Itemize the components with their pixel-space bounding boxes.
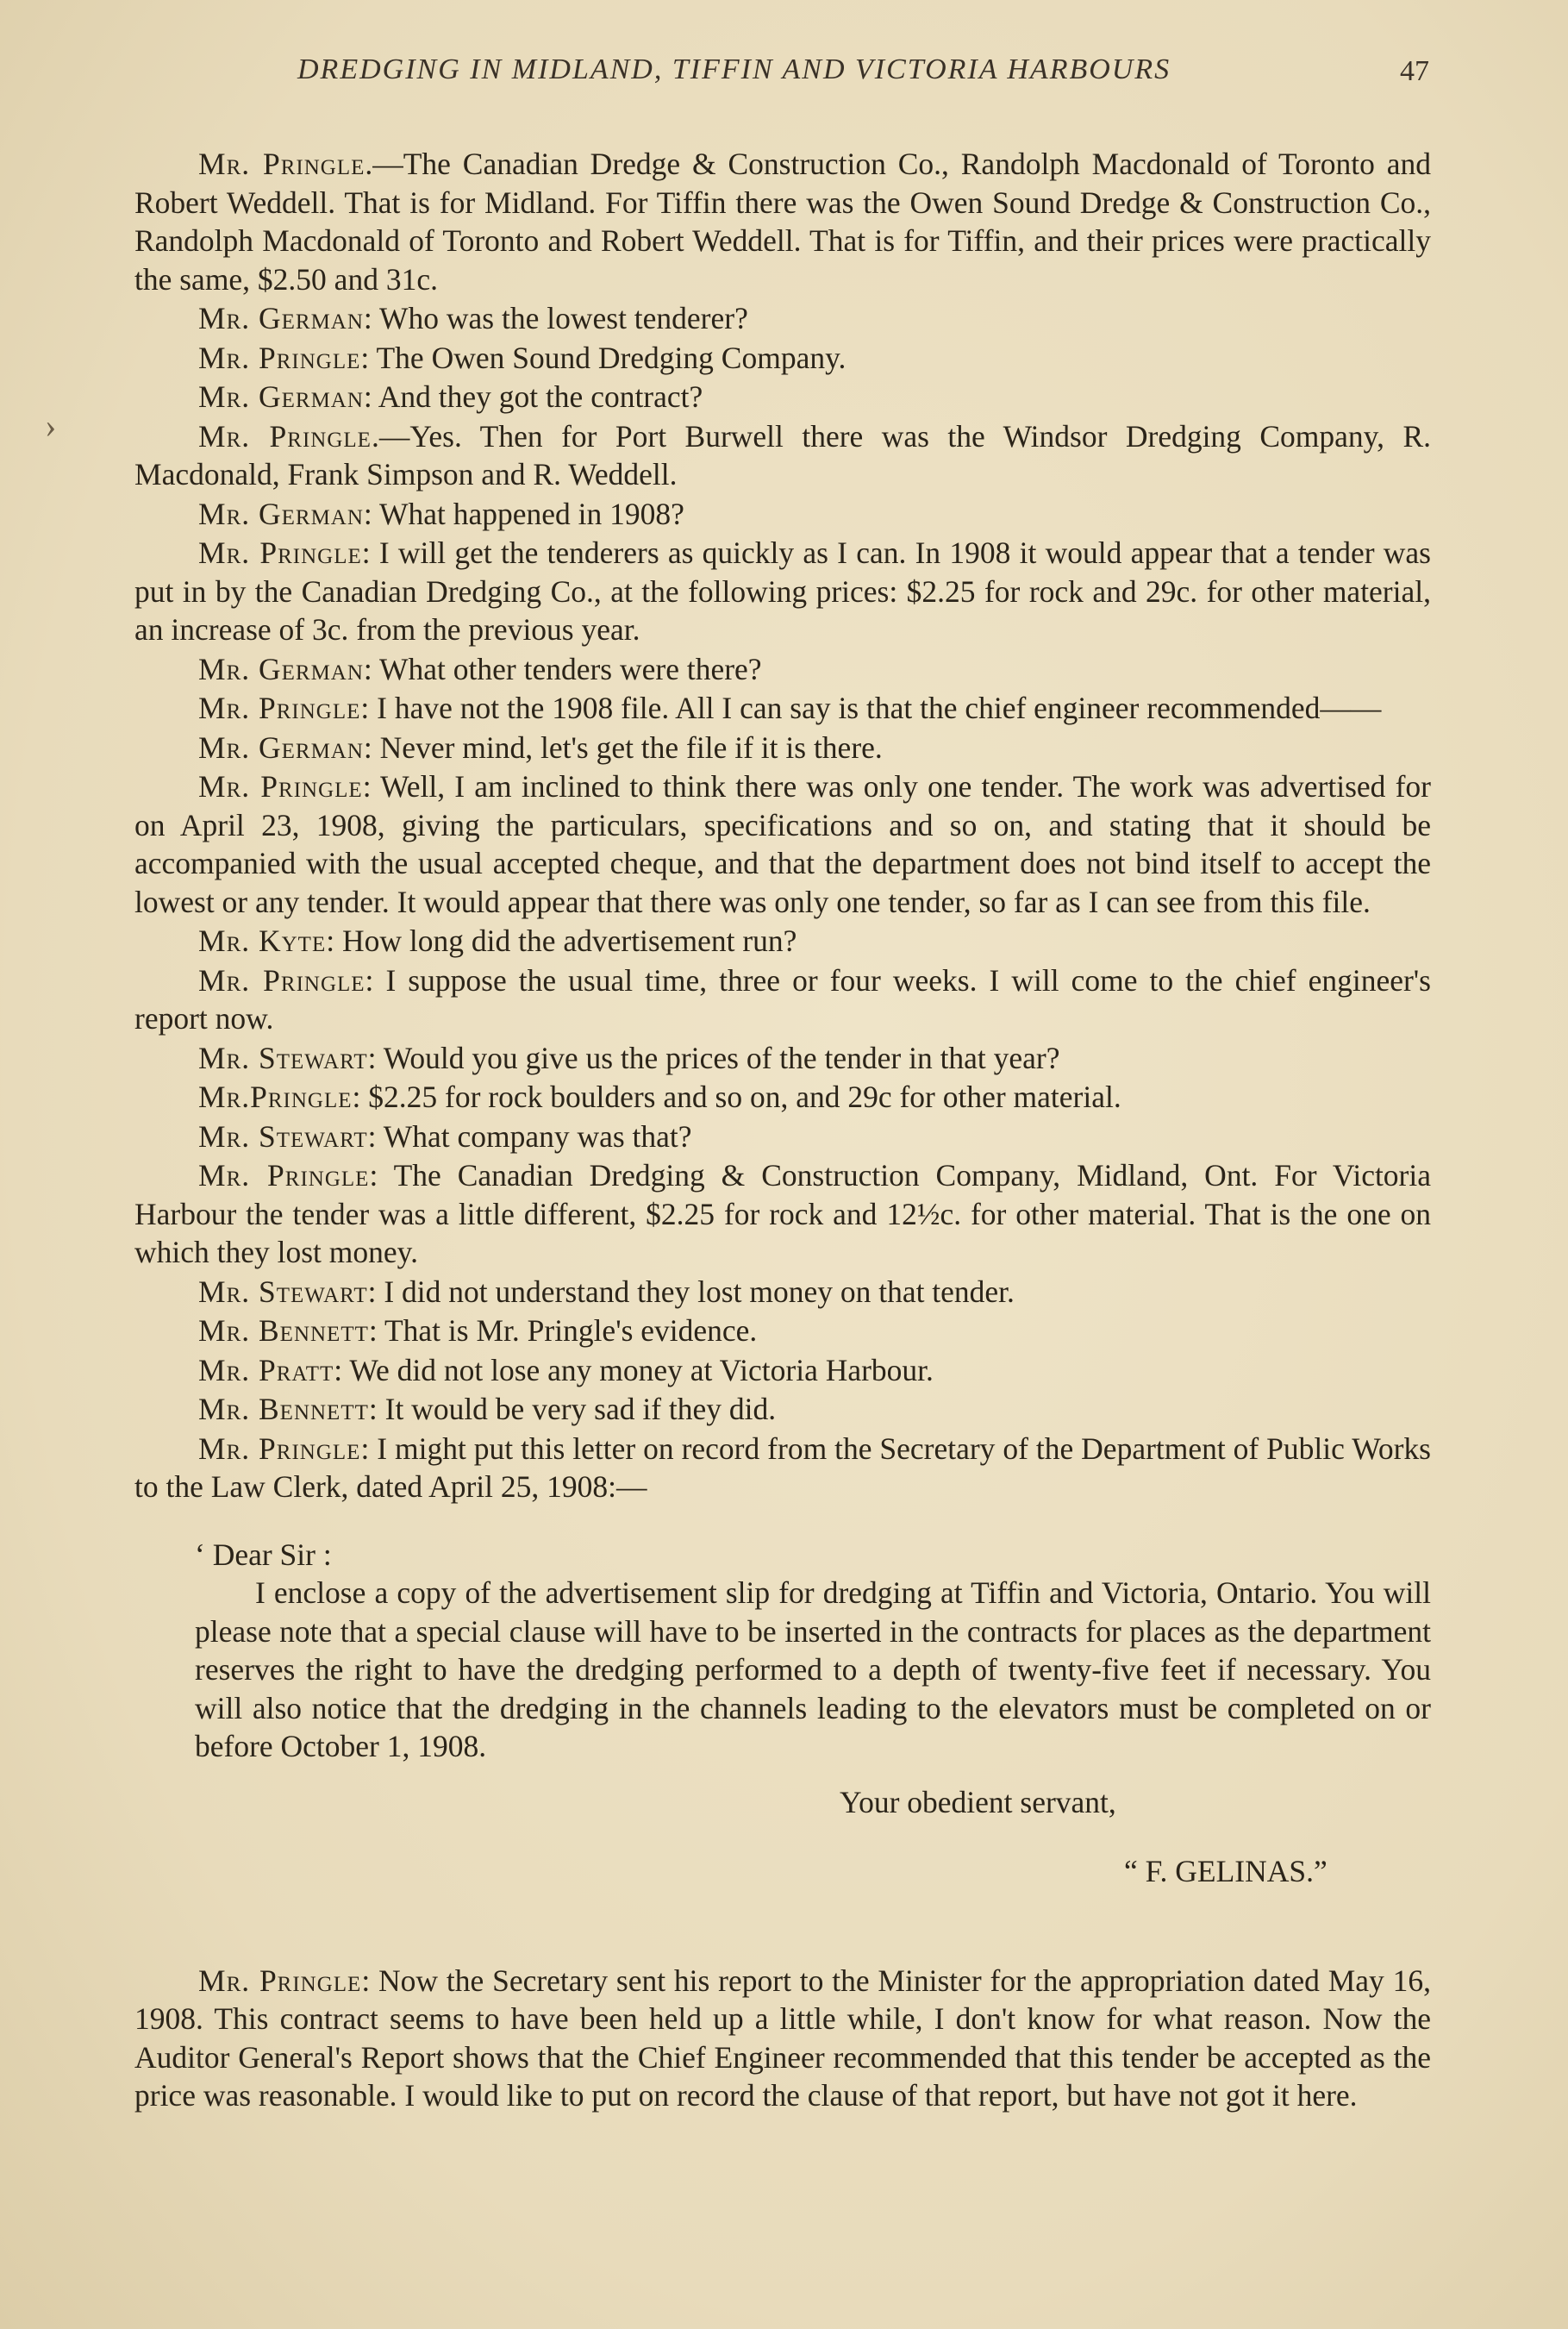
speaker-name: Mr. German — [198, 301, 364, 335]
margin-pencil-mark: › — [45, 406, 57, 445]
speaker-name: Mr. German — [198, 729, 364, 765]
speaker-separator: : — [368, 1392, 385, 1426]
dialogue-paragraph — [134, 378, 1431, 416]
speaker-name: Mr. German — [198, 379, 364, 414]
paragraph-text: What other tenders were there? — [379, 651, 762, 686]
dialogue-paragraph — [134, 961, 1431, 1038]
speaker-name: Mr. Stewart — [198, 1040, 368, 1075]
speaker-name: Mr.Pringle — [198, 1080, 353, 1114]
dialogue-paragraph — [134, 1156, 1431, 1272]
speaker-separator: : — [360, 340, 377, 375]
speaker-name: Mr. Pringle — [198, 962, 365, 998]
paragraph-text: Who was the lowest tenderer? — [379, 301, 748, 335]
speaker-separator: : — [360, 691, 378, 725]
speaker-separator: : — [363, 379, 378, 414]
dialogue-paragraph — [134, 1039, 1431, 1078]
speaker-separator: : — [363, 301, 380, 335]
paragraph-text: $2.25 for rock boulders and so on, and 29c for other material. — [368, 1080, 1121, 1114]
speaker-name: Mr. Bennett — [198, 1392, 369, 1426]
letter-salutation: ‘ Dear Sir : — [195, 1537, 332, 1572]
speaker-name: Mr. German — [198, 496, 364, 531]
speaker-name: Mr. Pringle — [198, 340, 361, 375]
speaker-name: Mr. Stewart — [198, 1118, 368, 1154]
paragraph-text: I suppose the usual time, three or four weeks. I will come to the chief engineer's report now. — [134, 962, 1431, 1036]
speaker-separator: : — [368, 1313, 384, 1348]
dialogue-paragraph — [134, 1430, 1431, 1506]
dialogue-paragraph — [134, 729, 1431, 767]
paragraph-text: Well, I am inclined to think there was only one tender. The work was advertised for on April 23, 1908, giving the particulars, specifications and so on, and stating that it should be accompanied with the usual accepted cheque, and that the department does not bind itself to accept the lowest or any tender. It would appear that there was only one tender, so far as I can see from this file. — [134, 769, 1431, 919]
dialogue-paragraph — [134, 534, 1431, 649]
paragraph-text: Yes. Then for Port Burwell there was the Windsor Dredging Company, R. Macdonald, Frank Simpson and R. Weddell. — [134, 418, 1431, 491]
speaker-name: Mr. Stewart — [198, 1274, 368, 1309]
dialogue-paragraph — [134, 1312, 1431, 1350]
dialogue-paragraph — [134, 1351, 1431, 1390]
dialogue-paragraph — [134, 299, 1431, 338]
paragraph-text: The Canadian Dredging & Construction Company, Midland, Ont. For Victoria Harbour the tender was a little different, $2.25 for rock and 12½c. for other material. That is the one on which they lost money. — [134, 1158, 1432, 1269]
dialogue-paragraph — [134, 495, 1431, 534]
speaker-separator: : — [334, 1352, 350, 1387]
speaker-name: Mr. German — [198, 651, 364, 686]
dialogue-paragraphs — [134, 145, 1431, 1506]
paragraph-text: The Owen Sound Dredging Company. — [376, 340, 846, 375]
speaker-separator: : — [369, 1158, 394, 1193]
page-number: 47 — [1400, 55, 1429, 87]
dialogue-paragraph — [134, 689, 1431, 728]
speaker-separator: : — [365, 962, 386, 998]
paragraph-text: I did not understand they lost money on that tender. — [384, 1274, 1015, 1309]
speaker-name: Mr. Pringle — [198, 418, 372, 454]
paragraph-text: We did not lose any money at Victoria Harbour. — [349, 1352, 934, 1387]
paragraph-text: That is Mr. Pringle's evidence. — [384, 1313, 758, 1348]
paragraph-text: Would you give us the prices of the tender in that year? — [383, 1040, 1060, 1075]
paragraph-text: The Canadian Dredge & Construction Co., Randolph Macdonald of Toronto and Robert Weddell. That is for Midland. For Tiffin there was the Owen Sound Dredge & Construction Co., Randolph Macdonald of Toronto and Robert Weddell. That is for Tiffin, and their prices were practically the same, $2.50 and 31c. — [134, 147, 1431, 297]
paragraph-text: I might put this letter on record from the Secretary of the Department of Public Works to the Law Clerk, dated April 25, 1908:— — [134, 1431, 1431, 1504]
letter-body: I enclose a copy of the advertisement slip for dredging at Tiffin and Victoria, Ontario. You will please note that a special clause will have to be inserted in the contracts for places as the department reserves the right to have the dredging performed to a depth of twenty-five feet if necessary. You will also notice that the dredging in the channels leading to the elevators must be completed on or before October 1, 1908. — [195, 1575, 1431, 1763]
paragraph-text: How long did the advertisement run? — [341, 923, 797, 958]
dialogue-paragraph — [134, 339, 1431, 378]
speaker-separator: : — [363, 651, 380, 686]
paragraph-text: I will get the tenderers as quickly as I can. In 1908 it would appear that a tender was put in by the Canadian Dredging Co., at the following prices: $2.25 for rock and 29c. for other material, an increase of 3c. from the previous year. — [134, 535, 1431, 647]
speaker-separator: : — [363, 729, 380, 765]
dialogue-paragraph — [134, 1118, 1431, 1156]
dialogue-paragraph — [134, 767, 1431, 921]
speaker-separator: : — [363, 496, 380, 531]
speaker-name: Mr. Pratt — [198, 1352, 334, 1387]
speaker-separator: .— — [371, 418, 410, 454]
speaker-separator: : — [367, 1274, 384, 1309]
speaker-name: Mr. Pringle — [198, 1963, 362, 1998]
dialogue-paragraph — [134, 1078, 1431, 1117]
dialogue-paragraph — [134, 922, 1431, 961]
paragraph-text: What company was that? — [383, 1118, 692, 1154]
dialogue-paragraph — [134, 417, 1431, 494]
dialogue-paragraph — [134, 650, 1431, 689]
speaker-separator: : — [367, 1118, 384, 1154]
paragraph-text: Now the Secretary sent his report to the Minister for the appropriation dated May 16, 1908. This contract seems to have been held up a little while, I don't know for what reason. Now the Auditor General's Report shows that the Chief Engineer recommended that this tender be accepted as the price was reasonable. I would like to put on record the clause of that report, but have not got it here. — [134, 1963, 1431, 2113]
speaker-name: Mr. Kyte — [198, 923, 327, 958]
speaker-name: Mr. Bennett — [198, 1313, 369, 1348]
speaker-separator: : — [361, 535, 379, 570]
paragraph-text: It would be very sad if they did. — [384, 1392, 777, 1426]
speaker-name: Mr. Pringle — [198, 1158, 370, 1193]
speaker-name: Mr. Pringle — [198, 535, 362, 570]
paragraph-text: I have not the 1908 file. All I can say is that the chief engineer recommended—— — [377, 691, 1382, 725]
speaker-name: Mr. Pringle — [198, 147, 365, 181]
page-header — [0, 53, 1568, 97]
transcript-body — [134, 145, 1431, 2115]
speaker-separator: : — [362, 769, 381, 804]
dialogue-paragraph — [134, 1273, 1431, 1312]
speaker-separator: : — [367, 1040, 384, 1075]
quoted-letter — [134, 1536, 1431, 1891]
speaker-separator: : — [326, 923, 342, 958]
speaker-name: Mr. Pringle — [198, 769, 363, 804]
paragraph-text: And they got the contract? — [378, 379, 703, 414]
paragraph-text: What happened in 1908? — [379, 496, 684, 531]
final-paragraph — [134, 1962, 1431, 2115]
speaker-separator: : — [352, 1080, 369, 1114]
running-title: DREDGING IN MIDLAND, TIFFIN AND VICTORIA HARBOURS — [297, 53, 1171, 85]
speaker-name: Mr. Pringle — [198, 691, 361, 725]
speaker-name: Mr. Pringle — [198, 1431, 361, 1466]
dialogue-paragraph — [134, 1390, 1431, 1429]
dialogue-paragraph — [134, 145, 1431, 298]
speaker-separator: .— — [365, 147, 403, 181]
paragraph-text: Never mind, let's get the file if it is there. — [379, 729, 883, 765]
speaker-separator: : — [361, 1963, 379, 1998]
letter-closing: Your obedient servant, — [840, 1784, 1116, 1819]
speaker-separator: : — [360, 1431, 378, 1466]
letter-signature: “ F. GELINAS.” — [1124, 1854, 1327, 1888]
